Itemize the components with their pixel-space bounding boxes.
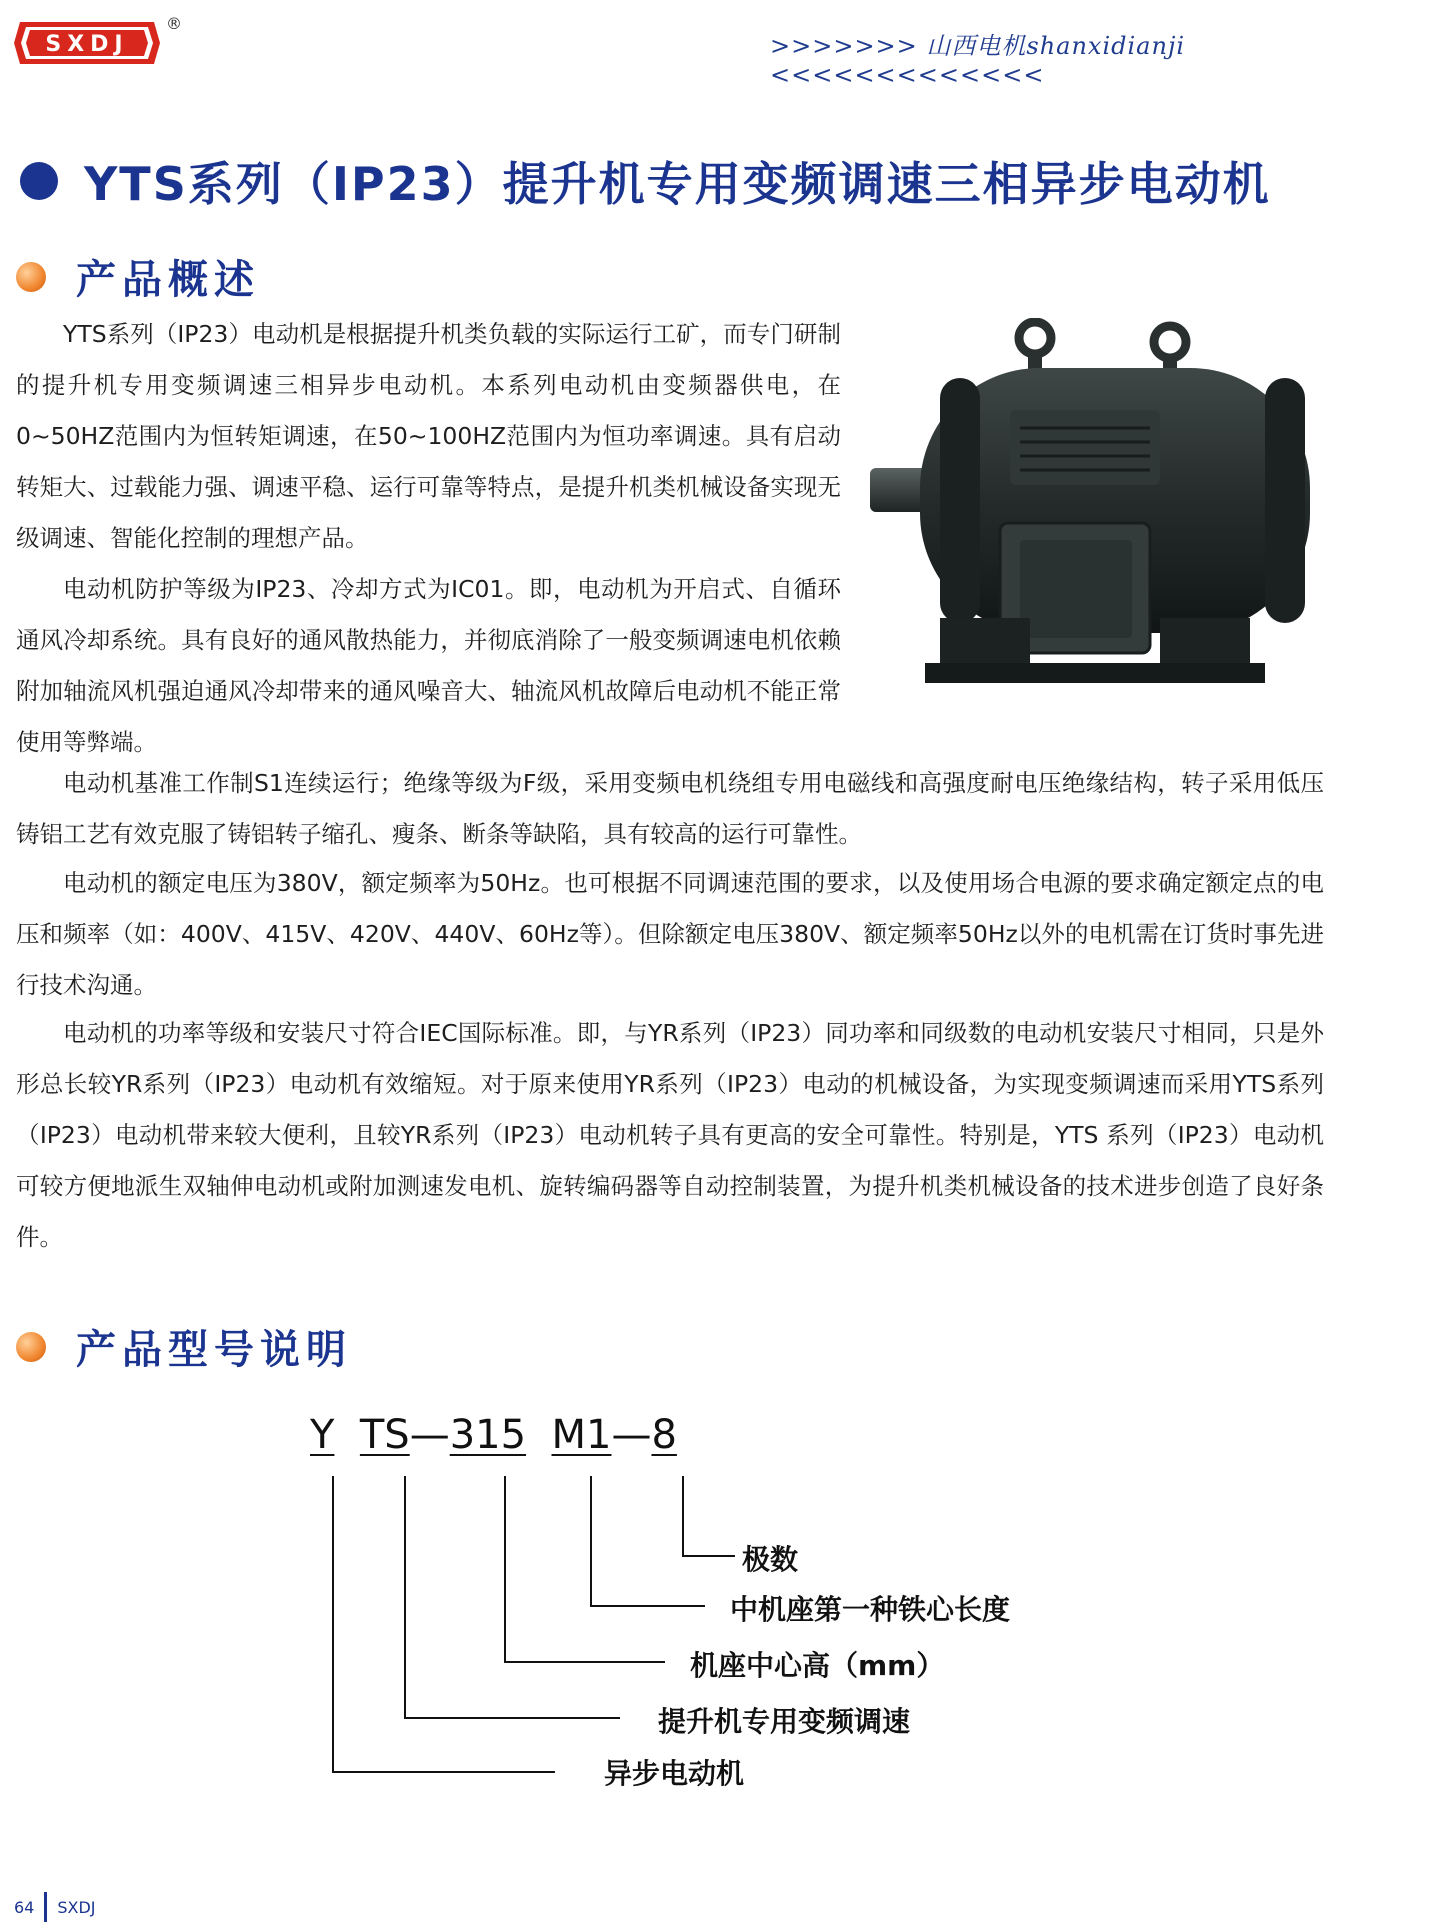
page-number: 64 xyxy=(14,1897,35,1917)
registered-mark: ® xyxy=(166,14,182,33)
section-overview-heading xyxy=(16,248,260,305)
bracket-poles xyxy=(683,1476,735,1556)
overview-paragraph-5: 电动机的功率等级和安装尺寸符合IEC国际标准。即，与YR系列（IP23）同功率和同级数的电动机安装尺寸相同，只是外形总长较YR系列（IP23）电动机有效缩短。对于原来使用YR系列（IP23）电动的机械设备，为实现变频调速而采用YTS系列（IP23）电动机带来较大便利，且较YR系列（IP23）电动机转子具有更高的安全可靠性。特别是，YTS 系列（IP23）电动机可较方便地派生双轴伸电动机或附加测速发电机、旋转编码器等自动控制装置，为提升机类机械设备的技术进步创造了良好条件。 xyxy=(16,1019,1324,1251)
legend-core-length: 中机座第一种铁心长度 xyxy=(730,1593,1011,1626)
overview-paragraph-2: 电动机防护等级为IP23、冷却方式为IC01。即，电动机为开启式、自循环通风冷却系统。具有良好的通风散热能力，并彻底消除了一般变频调速电机依赖附加轴流风机强迫通风冷却带来的通风噪音大、轴流风机故障后电动机不能正常使用等弊端。 xyxy=(16,575,841,756)
code-y: Y xyxy=(310,1412,335,1458)
code-ts: TS xyxy=(359,1412,410,1458)
overview-paragraph-4: 电动机的额定电压为380V，额定频率为50Hz。也可根据不同调速范围的要求，以及使用场合电源的要求确定额定点的电压和频率（如：400V、415V、420V、440V、60Hz等）。但除额定电压380V、额定频率50Hz以外的电机需在订货时事先进行技术沟通。 xyxy=(16,869,1324,999)
section-bullet-icon xyxy=(16,262,46,292)
bracket-height xyxy=(505,1476,665,1662)
bracket-y xyxy=(333,1476,555,1772)
section-model-heading xyxy=(16,1318,352,1375)
bracket-length xyxy=(591,1476,705,1606)
overview-paragraph-3: 电动机基准工作制S1连续运行；绝缘等级为F级，采用变频电机绕组专用电磁线和高强度耐电压绝缘结构，转子采用低压铸铝工艺有效克服了铸铝转子缩孔、瘦条、断条等缺陷，具有较高的运行可靠性。 xyxy=(16,769,1324,848)
bracket-ts xyxy=(405,1476,620,1718)
code-poles: 8 xyxy=(651,1412,677,1458)
page-title: YTS系列（IP23）提升机专用变频调速三相异步电动机 xyxy=(84,157,1271,211)
section-title: 产品概述 xyxy=(76,257,260,303)
motor-image xyxy=(870,318,1320,703)
code-height: 315 xyxy=(449,1412,527,1458)
model-code xyxy=(310,1412,677,1458)
title-row xyxy=(20,148,1271,214)
overview-paragraph-1: YTS系列（IP23）电动机是根据提升机类负载的实际运行工矿，而专门研制的提升机专用变频调速三相异步电动机。本系列电动机由变频器供电，在0~50HZ范围内为恒转矩调速，在50~100HZ范围内为恒功率调速。具有启动转矩大、过载能力强、调速平稳、运行可靠等特点，是提升机类机械设备实现无级调速、智能化控制的理想产品。 xyxy=(16,320,841,552)
sxdj-logo xyxy=(14,18,160,68)
legend-center-height: 机座中心高（mm） xyxy=(690,1649,945,1682)
code-dash-2: — xyxy=(611,1412,652,1458)
legend-y: 异步电动机 xyxy=(604,1757,745,1790)
section-title: 产品型号说明 xyxy=(76,1327,352,1373)
title-bullet-icon xyxy=(20,162,58,200)
legend-ts: 提升机专用变频调速 xyxy=(658,1705,911,1738)
code-length: M1 xyxy=(551,1412,612,1458)
legend-poles: 极数 xyxy=(742,1543,799,1576)
code-dash-1: — xyxy=(409,1412,450,1458)
footer-divider xyxy=(44,1892,47,1922)
section-bullet-icon xyxy=(16,1332,46,1362)
svg-text:SXDJ: SXDJ xyxy=(45,32,129,57)
header-tagline: >>>>>>> 山西电机shanxidianji <<<<<<<<<<<<< xyxy=(770,32,1186,89)
footer-brand: SXDJ xyxy=(57,1897,96,1917)
page-footer xyxy=(14,1892,96,1922)
